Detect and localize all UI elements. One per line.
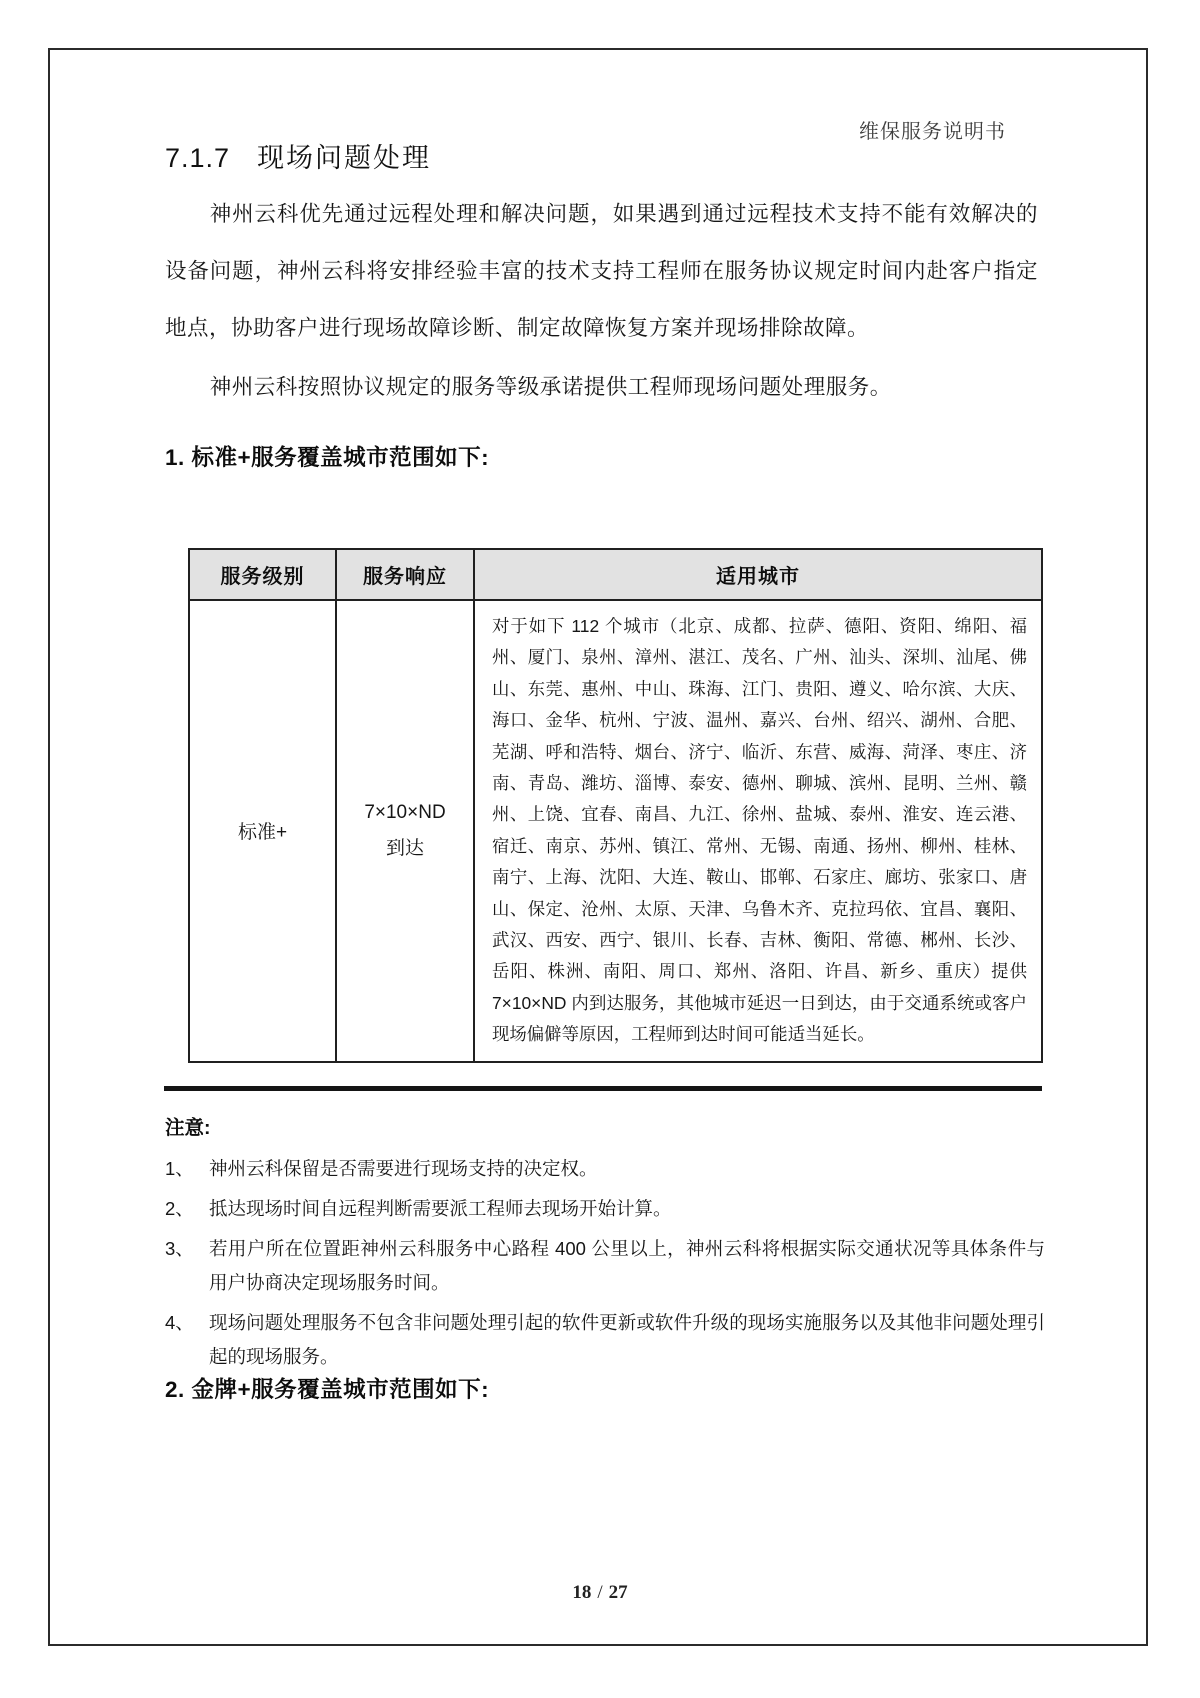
subheading-standard-plus-coverage: 1. 标准+服务覆盖城市范围如下: [165,445,490,470]
note-text: 神州云科保留是否需要进行现场支持的决定权。 [209,1158,598,1179]
section-title: 现场问题处理 [257,143,432,173]
page-number-separator: / [597,1582,603,1603]
note-item-3 [165,1232,1045,1300]
note-item-4 [165,1306,1045,1374]
paragraph-service-level-commitment: 神州云科按照协议规定的服务等级承诺提供工程师现场问题处理服务。 [209,375,892,399]
page-number-current: 18 [572,1582,592,1603]
service-response-line2: 到达 [385,837,424,859]
note-text: 若用户所在位置距神州云科服务中心路程 400 公里以上，神州云科将根据实际交通状况等具体条件与用户协商决定现场服务时间。 [209,1238,1045,1293]
service-coverage-table [188,548,1043,1063]
document-header-title: 维保服务说明书 [859,121,1006,143]
note-number: 4、 [165,1312,194,1333]
note-item-2 [165,1192,1045,1226]
paragraph-remote-handling: 神州云科优先通过远程处理和解决问题，如果遇到通过远程技术支持不能有效解决的设备问题，神州云科将安排经验丰富的技术支持工程师在服务协议规定时间内赴客户指定地点，协助客户进行现场故障诊断、制定故障恢复方案并现场排除故障。 [165,202,1038,340]
note-number: 2、 [165,1198,194,1219]
cell-service-response [336,600,474,1062]
table-header-service-level: 服务级别 [189,549,336,600]
notes-list [165,1152,1045,1380]
page-number-total: 27 [608,1582,628,1603]
note-text: 现场问题处理服务不包含非问题处理引起的软件更新或软件升级的现场实施服务以及其他非问题处理引起的现场服务。 [209,1312,1045,1367]
note-item-1 [165,1152,1045,1186]
page-footer [0,1582,1200,1604]
note-text: 抵达现场时间自远程判断需要派工程师去现场开始计算。 [209,1198,672,1219]
service-response-line1: 7×10×ND [364,801,446,823]
table-row [189,600,1042,1062]
note-number: 3、 [165,1238,194,1259]
notes-label: 注意: [165,1117,211,1139]
section-heading [165,136,431,175]
cell-applicable-cities: 对于如下 112 个城市（北京、成都、拉萨、德阳、资阳、绵阳、福州、厦门、泉州、漳州、湛江、茂名、广州、汕头、深圳、汕尾、佛山、东莞、惠州、中山、珠海、江门、贵阳、遵义、哈尔滨、大庆、海口、金华、杭州、宁波、温州、嘉兴、台州、绍兴、湖州、合肥、芜湖、呼和浩特、烟台、济宁、临沂、东营、威海、菏泽、枣庄、济南、青岛、潍坊、淄博、泰安、德州、聊城、滨州、昆明、兰州、赣州、上饶、宜春、南昌、九江、徐州、盐城、泰州、淮安、连云港、宿迁、南京、苏州、镇江、常州、无锡、南通、扬州、柳州、桂林、南宁、上海、沈阳、大连、鞍山、邯郸、石家庄、廊坊、张家口、唐山、保定、沧州、太原、天津、乌鲁木齐、克拉玛依、宜昌、襄阳、武汉、西安、西宁、银川、长春、吉林、衡阳、常德、郴州、长沙、岳阳、株洲、南阳、周口、郑州、洛阳、许昌、新乡、重庆）提供 7×10×ND 内到达服务，其他城市延迟一日到达，由于交通系统或客户现场偏僻等原因，工程师到达时间可能适当延长。 [474,600,1042,1062]
section-number: 7.1.7 [165,143,231,173]
table-header-service-response: 服务响应 [336,549,474,600]
table-header-row [189,549,1042,600]
subheading-gold-plus-coverage: 2. 金牌+服务覆盖城市范围如下: [165,1377,490,1402]
note-number: 1、 [165,1158,194,1179]
table-header-applicable-cities: 适用城市 [474,549,1042,600]
section-divider-rule [164,1086,1042,1091]
cell-service-level: 标准+ [189,600,336,1062]
